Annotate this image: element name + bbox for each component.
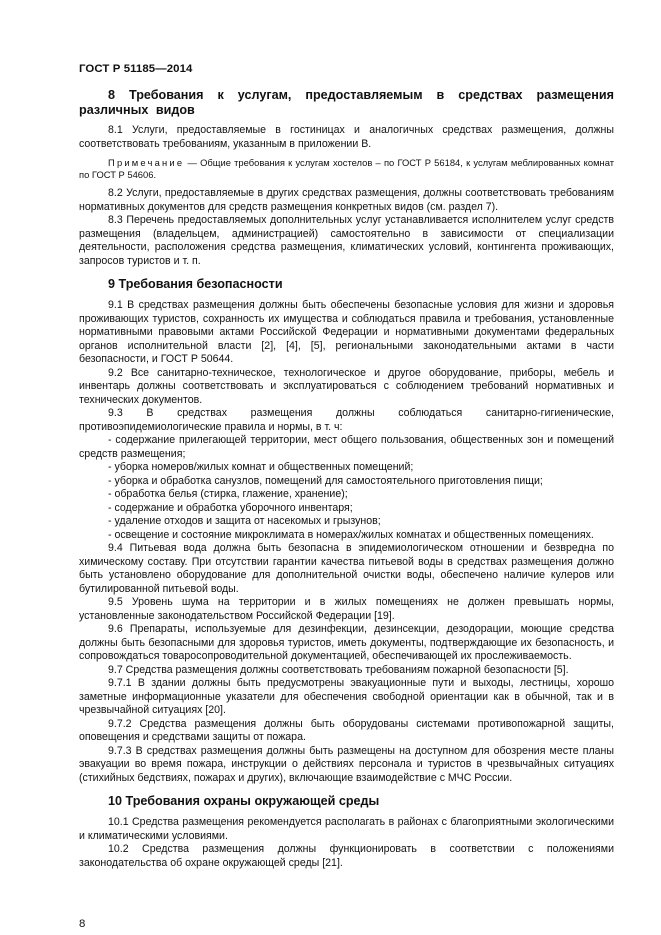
note-paragraph bbox=[79, 157, 614, 181]
list-item: - обработка белья (стирка, глажение, хранение); bbox=[108, 488, 348, 500]
list-item: - содержание и обработка уборочного инвентаря; bbox=[108, 501, 353, 514]
paragraph-9-1: 9.1 В средствах размещения должны быть обеспечены безопасные условия для жизни и здоровья проживающих туристов, сохранность их имущества и соблюдаться правила и требования, установленные нормативными правовыми актами Российской Федерации и нормативными документами федеральных органов исполнительной власти [2], [4], [5], региональными законодательными актами в части безопасности, и ГОСТ Р 50644. bbox=[79, 299, 614, 365]
section-10-heading: 10 Требования охраны окружающей среды bbox=[108, 794, 380, 808]
list-item: - уборка и обработка санузлов, помещений для самостоятельного приготовления пищи; bbox=[108, 474, 543, 487]
paragraph-9-7-3: 9.7.3 В средствах размещения должны быть размещены на доступном для обозрения месте планы эвакуации во время пожара, инструкции о действиях персонала и туристов в чрезвычайных ситуациях (стихийных бедствиях, пожарах и других), включающие взаимодействие с МЧС России. bbox=[79, 744, 614, 784]
list-item: - удаление отходов и защита от насекомых и грызунов; bbox=[108, 515, 381, 527]
note-label: Примечание bbox=[108, 157, 185, 168]
section-9-heading: 9 Требования безопасности bbox=[108, 277, 283, 291]
paragraph-9-7-2: 9.7.2 Средства размещения должны быть оборудованы системами противопожарной защиты, оповещения и средствами защиты от пожара. bbox=[79, 717, 614, 743]
paragraph-8-2: 8.2 Услуги, предоставляемые в других средствах размещения, должны соответствовать требованиям нормативных документов для средств размещения конкретных видов (см. раздел 7). bbox=[79, 187, 614, 213]
list-item: - уборка номеров/жилых комнат и общественных помещений; bbox=[108, 461, 414, 473]
paragraph-8-1: 8.1 Услуги, предоставляемые в гостиницах и аналогичных средствах размещения, должны соответствовать требованиям, указанным в приложении В. bbox=[79, 124, 614, 150]
list-item: - освещение и состояние микроклимата в номерах/жилых комнатах и общественных помещениях. bbox=[108, 528, 594, 541]
paragraph-9-6: 9.6 Препараты, используемые для дезинфекции, дезинсекции, дезодорации, моющие средства должны быть безопасными для здоровья туристов, иметь документы, подтверждающие их безопасность, и сопровождаться товаросопроводительной документацией, обеспечивающей их прослеживаемость. bbox=[79, 623, 614, 662]
note-text: — Общие требования к услугам хостелов – по ГОСТ Р 56184, к услугам меблированных комнат по ГОСТ Р 54606. bbox=[79, 157, 614, 180]
paragraph-10-2: 10.2 Средства размещения должны функционировать в соответствии с положениями законодательства об охране окружающей среды [21]. bbox=[79, 843, 614, 869]
paragraph-9-7-1: 9.7.1 В здании должны быть предусмотрены эвакуационные пути и выходы, лестницы, хорошо заметные информационные указатели для обеспечения свободной ориентации как в обычной, так и в чрезвычайной ситуациях [20]. bbox=[79, 677, 614, 716]
paragraph-9-7: 9.7 Средства размещения должны соответствовать требованиям пожарной безопасности [5]. bbox=[108, 663, 569, 676]
paragraph-10-1: 10.1 Средства размещения рекомендуется располагать в районах с благоприятными экологическими и климатическими условиями. bbox=[79, 816, 614, 842]
page-number: 8 bbox=[79, 918, 86, 930]
paragraph-9-4: 9.4 Питьевая вода должна быть безопасна в эпидемиологическом отношении и безвредна по химическому составу. При отсутствии гарантии качества питьевой воды в средствах размещения должно быть установлено оборудование для дополнительной очистки воды, обеспечено наличие кулеров или бутилированной питьевой воды. bbox=[79, 542, 614, 595]
paragraph-9-2: 9.2 Все санитарно-техническое, технологическое и другое оборудование, приборы, мебель и инвентарь должны соответствовать и эксплуатироваться с соблюдением требований нормативных и технических документов. bbox=[79, 366, 614, 406]
list-item: - содержание прилегающей территории, мест общего пользования, общественных зон и помещений средств размещения; bbox=[79, 434, 614, 460]
paragraph-8-3: 8.3 Перечень предоставляемых дополнительных услуг устанавливается исполнителем услуг средств размещения (владельцем, администрацией) самостоятельно в зависимости от специализации деятельности, расположения средства размещения, климатических условий, контингента проживающих, запросов туристов и т. п. bbox=[79, 214, 614, 267]
paragraph-9-5: 9.5 Уровень шума на территории и в жилых помещениях не должен превышать нормы, установленные законодательством Российской Федерации [19]. bbox=[79, 596, 614, 622]
standard-header: ГОСТ Р 51185—2014 bbox=[79, 63, 193, 75]
paragraph-9-3: 9.3 В средствах размещения должны соблюдаться санитарно-гигиенические, противоэпидемиологические правила и нормы, в т. ч: bbox=[79, 407, 614, 433]
document-body bbox=[79, 88, 614, 870]
section-8-heading: 8 Требования к услугам, предоставляемым в средствах размещения различных видов bbox=[79, 88, 614, 117]
